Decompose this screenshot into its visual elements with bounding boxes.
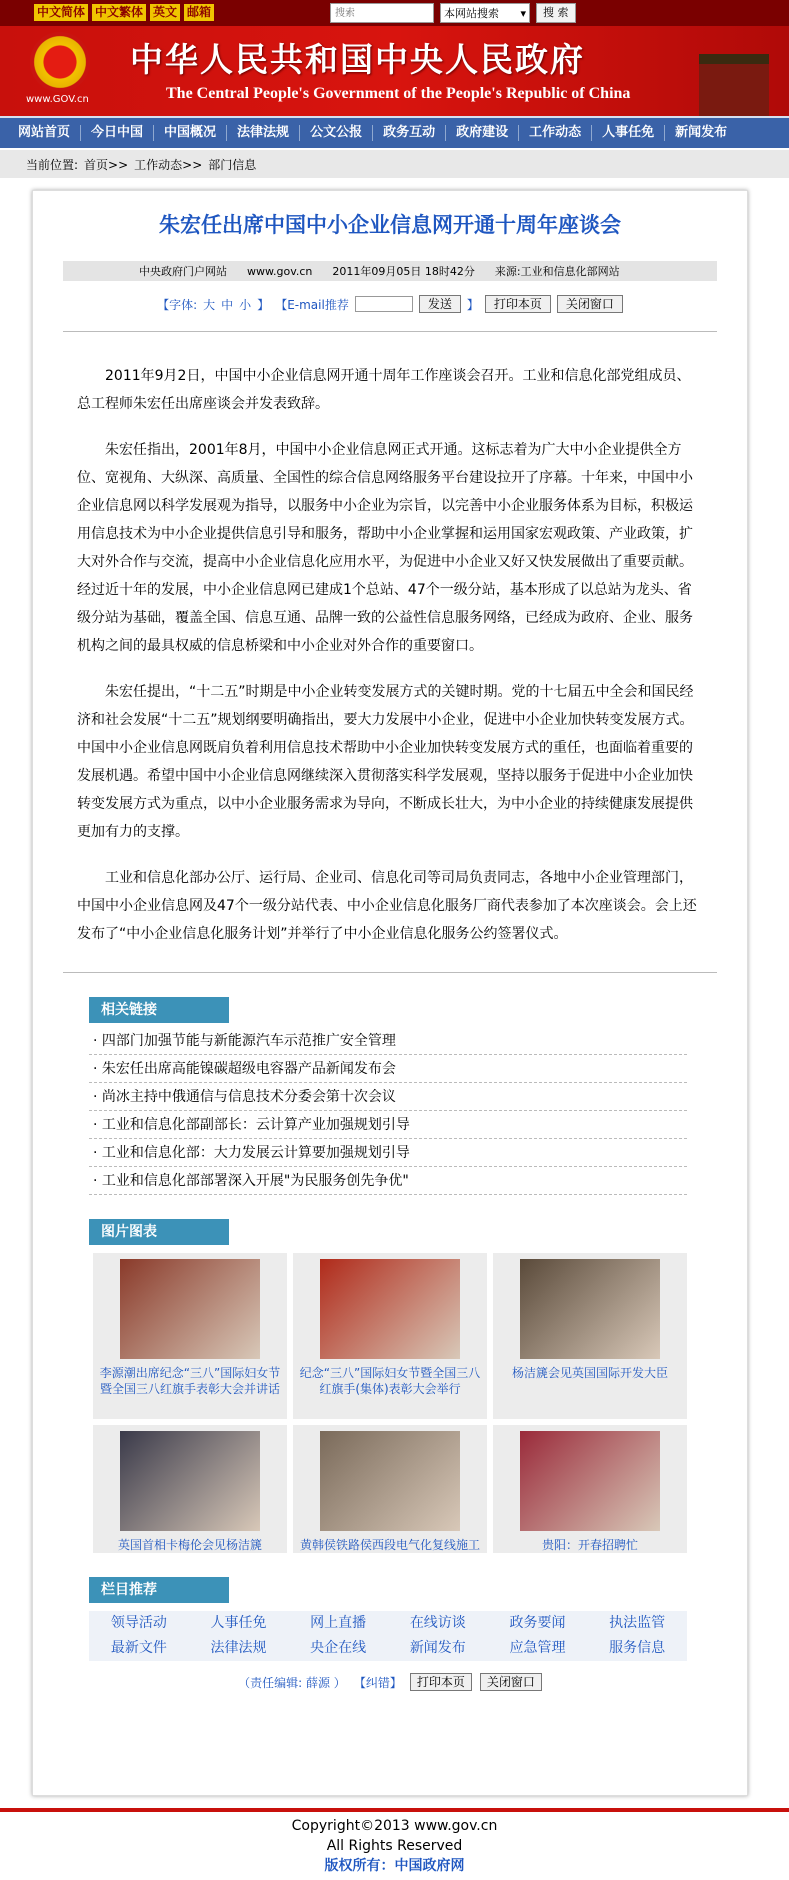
font-medium-link[interactable]: 中	[221, 297, 234, 312]
photo-card[interactable]	[493, 1253, 687, 1419]
photo-caption[interactable]: 黄韩侯铁路侯西段电气化复线施工	[299, 1538, 480, 1552]
site-banner	[0, 26, 789, 116]
banner-subtitle: The Central People's Government of the People's Republic of China	[166, 85, 631, 102]
related-links-heading: 相关链接	[89, 997, 229, 1023]
email-close: 】	[466, 297, 479, 312]
related-link[interactable]: · 工业和信息化部副部长：云计算产业加强规划引导	[89, 1111, 687, 1139]
photo-caption[interactable]: 英国首相卡梅伦会见杨洁篪	[117, 1538, 262, 1552]
breadcrumb	[0, 150, 789, 178]
photo-card[interactable]	[93, 1253, 287, 1419]
tiananmen-icon	[699, 54, 769, 116]
related-link[interactable]: · 四部门加强节能与新能源汽车示范推广安全管理	[89, 1027, 687, 1055]
photo-thumbnail[interactable]	[120, 1259, 260, 1359]
footer-divider	[0, 1808, 789, 1812]
article-title: 朱宏任出席中国中小企业信息网开通十周年座谈会	[159, 213, 621, 237]
correction-link[interactable]: 【纠错】	[353, 1675, 402, 1690]
article-paragraph: 工业和信息化部办公厅、运行局、企业司、信息化司等司局负责同志，各地中小企业管理部门，中国中小企业信息网及47个一级分站代表、中小企业信息化服务厂商代表参加了本次座谈会。会上还发布了“中小企业信息化服务计划”并举行了中小企业信息化服务公约签署仪式。	[77, 870, 697, 942]
article-paragraph: 2011年9月2日，中国中小企业信息网开通十周年工作座谈会召开。工业和信息化部党组成员、总工程师朱宏任出席座谈会并发表致辞。	[77, 368, 691, 412]
breadcrumb-dept-info[interactable]: 部门信息	[208, 157, 257, 172]
footer-tools	[33, 1673, 747, 1691]
meta-date: 2011年09月05日 18时42分	[332, 265, 475, 278]
recommend-heading: 栏目推荐	[89, 1577, 229, 1603]
recommend-link[interactable]: 执法监管	[587, 1611, 687, 1636]
photo-thumbnail[interactable]	[520, 1431, 660, 1531]
search-scope-select[interactable]	[440, 3, 530, 23]
meta-url: www.gov.cn	[247, 264, 313, 278]
nav-china-overview[interactable]: 中国概况	[154, 125, 227, 141]
photo-card[interactable]	[493, 1425, 687, 1553]
font-size-close: 】	[257, 297, 270, 312]
search-input[interactable]	[330, 3, 434, 23]
photo-card[interactable]	[293, 1253, 487, 1419]
recommend-link[interactable]: 人事任免	[189, 1611, 289, 1636]
photo-caption[interactable]: 纪念“三八”国际妇女节暨全国三八红旗手(集体)表彰大会举行	[299, 1366, 481, 1396]
meta-site: 中央政府门户网站	[139, 265, 227, 278]
recommend-link[interactable]: 网上直播	[288, 1611, 388, 1636]
article-body	[33, 332, 747, 948]
banner-url: www.GOV.cn	[26, 94, 89, 105]
photo-thumbnail[interactable]	[320, 1259, 460, 1359]
related-link[interactable]: · 工业和信息化部部署深入开展"为民服务创先争优"	[89, 1167, 687, 1195]
article-meta	[63, 261, 717, 281]
language-links	[34, 4, 214, 21]
site-footer	[0, 1816, 789, 1876]
close-window-button[interactable]: 关闭窗口	[557, 295, 623, 313]
photo-thumbnail[interactable]	[320, 1431, 460, 1531]
font-size-label: 【字体:	[157, 297, 198, 312]
email-label: 【E-mail推荐	[275, 297, 349, 312]
banner-title: 中华人民共和国中央人民政府	[130, 40, 585, 79]
breadcrumb-home[interactable]: 首页>>	[84, 157, 129, 172]
related-link[interactable]: · 朱宏任出席高能镍碳超级电容器产品新闻发布会	[89, 1055, 687, 1083]
nav-today-china[interactable]: 今日中国	[81, 125, 154, 141]
divider	[63, 972, 717, 973]
photo-caption[interactable]: 李源潮出席纪念“三八”国际妇女节暨全国三八红旗手表彰大会并讲话	[99, 1366, 281, 1396]
photo-gallery	[93, 1253, 687, 1553]
recommend-link[interactable]: 领导活动	[89, 1611, 189, 1636]
lang-simplified[interactable]: 中文简体	[34, 4, 88, 21]
nav-interaction[interactable]: 政务互动	[373, 125, 446, 141]
editor-label: （责任编辑: 薛源 ）	[238, 1675, 346, 1690]
article-paragraph: 朱宏任指出，2001年8月，中国中小企业信息网正式开通。这标志着为广大中小企业提供全方位、宽视角、大纵深、高质量、全国性的综合信息网络服务平台建设拉开了序幕。十年来，中国中小企业信息网以科学发展观为指导，以服务中小企业为宗旨，以完善中小企业服务体系为目标，积极运用信息技术为中小企业提供信息引导和服务，帮助中小企业掌握和运用国家宏观政策、产业政策，扩大对外合作与交流，提高中小企业信息化应用水平，为促进中小企业又好又快发展做出了重要贡献。经过近十年的发展，中小企业信息网已建成1个总站、47个一级分站，基本形成了以总站为龙头、省级分站为基础，覆盖全国、信息互通、品牌一致的公益性信息服务网络，已经成为政府、企业、服务机构之间的最具权威的信息桥梁和中小企业对外合作的重要窗口。	[77, 442, 693, 654]
related-link[interactable]: · 工业和信息化部：大力发展云计算要加强规划引导	[89, 1139, 687, 1167]
nav-government[interactable]: 政府建设	[446, 125, 519, 141]
nav-home[interactable]: 网站首页	[8, 125, 81, 141]
recommend-link[interactable]: 新闻发布	[388, 1636, 488, 1661]
print-button[interactable]: 打印本页	[485, 295, 551, 313]
recommend-link[interactable]: 在线访谈	[388, 1611, 488, 1636]
lang-traditional[interactable]: 中文繁体	[92, 4, 146, 21]
recommend-link[interactable]: 法律法规	[189, 1636, 289, 1661]
photos-heading: 图片图表	[89, 1219, 229, 1245]
nav-appointments[interactable]: 人事任免	[592, 125, 665, 141]
owner-text: 版权所有：中国政府网	[324, 1858, 465, 1874]
email-input[interactable]	[355, 296, 413, 312]
mailbox-link[interactable]: 邮箱	[184, 4, 214, 21]
send-button[interactable]: 发送	[419, 295, 461, 313]
top-strip	[0, 0, 789, 26]
recommend-link[interactable]: 政务要闻	[488, 1611, 588, 1636]
font-large-link[interactable]: 大	[203, 297, 216, 312]
nav-press[interactable]: 新闻发布	[675, 125, 728, 140]
photo-caption[interactable]: 贵阳：开春招聘忙	[541, 1538, 638, 1552]
breadcrumb-work-news[interactable]: 工作动态>>	[134, 157, 203, 172]
font-small-link[interactable]: 小	[239, 297, 252, 312]
copyright-text: Copyright©2013 www.gov.cn	[291, 1818, 498, 1834]
recommend-links	[89, 1611, 687, 1661]
site-search	[330, 3, 576, 23]
rights-text: All Rights Reserved	[326, 1838, 463, 1854]
search-button[interactable]: 搜 索	[536, 3, 576, 23]
breadcrumb-label: 当前位置:	[26, 157, 79, 172]
print-button[interactable]: 打印本页	[410, 1673, 472, 1691]
photo-caption[interactable]: 杨洁篪会见英国国际开发大臣	[511, 1366, 668, 1380]
photo-thumbnail[interactable]	[520, 1259, 660, 1359]
search-scope-label: 本网站搜索	[444, 7, 499, 20]
recommend-link[interactable]: 服务信息	[587, 1636, 687, 1661]
related-link[interactable]: · 尚冰主持中俄通信与信息技术分委会第十次会议	[89, 1083, 687, 1111]
main-nav	[0, 116, 789, 148]
article-paragraph: 朱宏任提出，“十二五”时期是中小企业转变发展方式的关键时期。党的十七届五中全会和国民经济和社会发展“十二五”规划纲要明确指出，要大力发展中小企业，促进中小企业加快转变发展方式。中国中小企业信息网既肩负着利用信息技术帮助中小企业加快转变发展方式的重任，也面临着重要的发展机遇。希望中国中小企业信息网继续深入贯彻落实科学发展观，坚持以服务于促进中小企业加快转变发展方式为重点，以中小企业服务需求为导向，不断成长壮大，为中小企业的持续健康发展提供更加有力的支撑。	[77, 684, 694, 840]
meta-source: 来源:工业和信息化部网站	[494, 265, 620, 278]
recommend-link[interactable]: 应急管理	[488, 1636, 588, 1661]
nav-laws[interactable]: 法律法规	[227, 125, 300, 141]
close-window-button[interactable]: 关闭窗口	[480, 1673, 542, 1691]
article-panel	[32, 190, 748, 1796]
recommend-link[interactable]: 最新文件	[89, 1636, 189, 1661]
photo-card[interactable]	[93, 1425, 287, 1553]
chevron-down-icon: ▾	[520, 6, 526, 20]
photo-card[interactable]	[293, 1425, 487, 1553]
photo-thumbnail[interactable]	[120, 1431, 260, 1531]
article-tools	[33, 295, 747, 313]
lang-english[interactable]: 英文	[150, 4, 180, 21]
nav-work-news[interactable]: 工作动态	[519, 125, 592, 141]
nav-bulletins[interactable]: 公文公报	[300, 125, 373, 141]
national-emblem-icon	[30, 32, 90, 92]
related-links	[89, 1027, 687, 1195]
recommend-link[interactable]: 央企在线	[288, 1636, 388, 1661]
